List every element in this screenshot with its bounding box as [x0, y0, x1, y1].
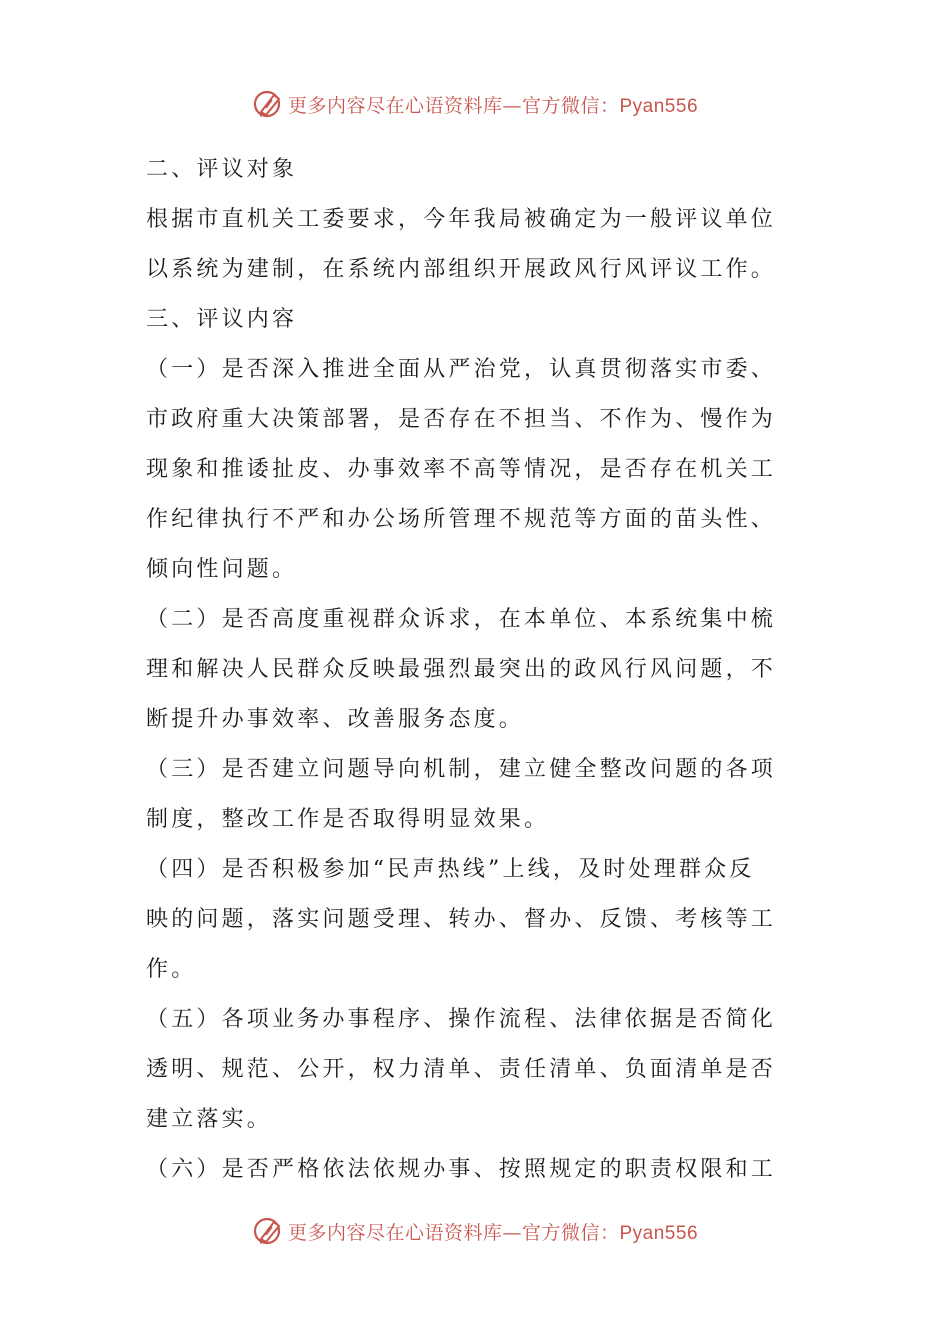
text-line: 三、评议内容 — [146, 307, 298, 332]
pen-nib-circle-icon — [252, 1214, 286, 1248]
text-line: 断提升办事效率、改善服务态度。 — [146, 707, 525, 732]
text-line: 二、评议对象 — [146, 157, 298, 182]
text-line: 理和解决人民群众反映最强烈最突出的政风行风问题，不 — [146, 657, 777, 682]
footer-watermark — [0, 1211, 950, 1251]
pen-nib-circle-icon — [252, 87, 286, 121]
header-watermark — [0, 84, 950, 124]
text-line: （五）各项业务办事程序、操作流程、法律依据是否简化 — [146, 1007, 777, 1032]
text-line: （四）是否积极参加“民声热线”上线，及时处理群众反 — [146, 857, 755, 882]
text-line: 映的问题，落实问题受理、转办、督办、反馈、考核等工 — [146, 907, 777, 932]
text-line: 以系统为建制，在系统内部组织开展政风行风评议工作。 — [146, 257, 777, 282]
text-line: （一）是否深入推进全面从严治党，认真贯彻落实市委、 — [146, 357, 777, 382]
text-line: 透明、规范、公开，权力清单、责任清单、负面清单是否 — [146, 1057, 777, 1082]
document-body — [146, 145, 811, 1195]
text-line: 倾向性问题。 — [146, 557, 298, 582]
text-line: （三）是否建立问题导向机制，建立健全整改问题的各项 — [146, 757, 777, 782]
text-line: （二）是否高度重视群众诉求，在本单位、本系统集中梳 — [146, 607, 777, 632]
text-line: 根据市直机关工委要求，今年我局被确定为一般评议单位 — [146, 207, 777, 232]
watermark-wechat-id: Pyan556 — [619, 1222, 699, 1244]
text-line: 作纪律执行不严和办公场所管理不规范等方面的苗头性、 — [146, 507, 777, 532]
watermark-text: 更多内容尽在心语资料库—官方微信：Pyan556 — [287, 94, 699, 117]
text-line: 作。 — [146, 957, 197, 982]
text-line: 现象和推诿扯皮、办事效率不高等情况，是否存在机关工 — [146, 457, 777, 482]
text-line: 制度，整改工作是否取得明显效果。 — [146, 807, 550, 832]
watermark-text: 更多内容尽在心语资料库—官方微信：Pyan556 — [287, 1221, 699, 1244]
text-line: 建立落实。 — [146, 1107, 273, 1132]
watermark-wechat-id: Pyan556 — [619, 95, 699, 117]
text-line: 市政府重大决策部署，是否存在不担当、不作为、慢作为 — [146, 407, 777, 432]
text-line: （六）是否严格依法依规办事、按照规定的职责权限和工 — [146, 1157, 777, 1182]
